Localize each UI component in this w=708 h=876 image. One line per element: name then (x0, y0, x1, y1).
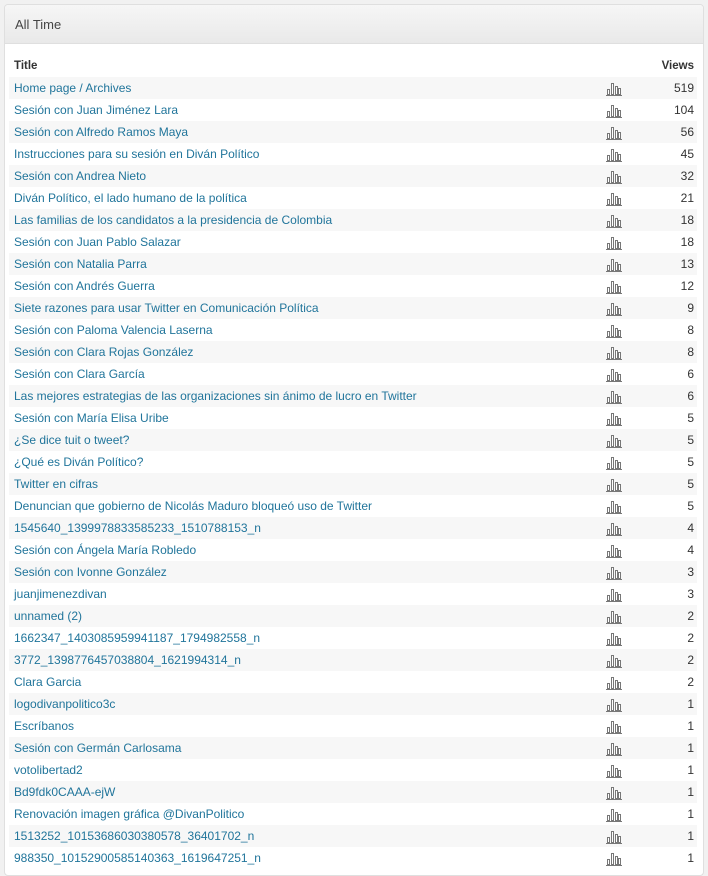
views-count: 1 (687, 697, 694, 711)
views-count: 6 (687, 389, 694, 403)
bar-chart-icon[interactable] (606, 762, 622, 778)
bar-chart-icon[interactable] (606, 542, 622, 558)
post-title-cell (9, 235, 594, 249)
post-title-link[interactable]: Sesión con Clara Rojas González (14, 345, 194, 359)
bar-chart-icon[interactable] (606, 718, 622, 734)
views-count: 1 (687, 851, 694, 865)
chart-cell (594, 278, 634, 294)
bar-chart-icon[interactable] (606, 564, 622, 580)
bar-chart-icon[interactable] (606, 322, 622, 338)
table-row (9, 693, 697, 715)
chart-cell (594, 806, 634, 822)
bar-chart-icon[interactable] (606, 850, 622, 866)
post-title-link[interactable]: Sesión con Clara García (14, 367, 145, 381)
views-count: 18 (680, 213, 694, 227)
bar-chart-icon[interactable] (606, 828, 622, 844)
post-title-link[interactable]: Sesión con Alfredo Ramos Maya (14, 125, 189, 139)
table-row (9, 385, 697, 407)
post-title-cell (9, 543, 594, 557)
table-row (9, 781, 697, 803)
table-row (9, 825, 697, 847)
bar-chart-icon[interactable] (606, 366, 622, 382)
bar-chart-icon[interactable] (606, 674, 622, 690)
bar-chart-icon[interactable] (606, 652, 622, 668)
post-title-cell (9, 367, 594, 381)
bar-chart-icon[interactable] (606, 740, 622, 756)
post-title-cell (9, 807, 594, 821)
views-count: 4 (687, 543, 694, 557)
post-title-link[interactable]: Diván Político, el lado humano de la política (14, 191, 247, 205)
bar-chart-icon[interactable] (606, 630, 622, 646)
chart-cell (594, 674, 634, 690)
chart-cell (594, 564, 634, 580)
post-title-cell (9, 653, 594, 667)
chart-cell (594, 476, 634, 492)
post-title-link[interactable]: Las mejores estrategias de las organizaciones sin ánimo de lucro en Twitter (14, 389, 417, 403)
bar-chart-icon[interactable] (606, 278, 622, 294)
views-count: 8 (687, 323, 694, 337)
chart-cell (594, 718, 634, 734)
views-count: 13 (680, 257, 694, 271)
post-title-cell (9, 279, 594, 293)
views-count: 1 (687, 741, 694, 755)
table-row (9, 451, 697, 473)
bar-chart-icon[interactable] (606, 146, 622, 162)
table-row (9, 803, 697, 825)
views-count: 1 (687, 807, 694, 821)
table-row (9, 737, 697, 759)
post-title-cell (9, 763, 594, 777)
views-count: 519 (673, 81, 694, 95)
table-row (9, 517, 697, 539)
views-count: 1 (687, 719, 694, 733)
panel-header (5, 5, 703, 44)
post-title-cell (9, 521, 594, 535)
chart-cell (594, 322, 634, 338)
views-count: 3 (687, 587, 694, 601)
chart-cell (594, 762, 634, 778)
views-count: 8 (687, 345, 694, 359)
chart-cell (594, 366, 634, 382)
post-title-cell (9, 389, 594, 403)
chart-cell (594, 300, 634, 316)
post-title-link[interactable]: Sesión con María Elisa Uribe (14, 411, 169, 425)
bar-chart-icon[interactable] (606, 454, 622, 470)
views-count: 21 (680, 191, 694, 205)
table-row (9, 429, 697, 451)
views-count: 4 (687, 521, 694, 535)
post-title-link[interactable]: Sesión con Ivonne González (14, 565, 167, 579)
table-row (9, 561, 697, 583)
views-count: 104 (673, 103, 694, 117)
table-row (9, 649, 697, 671)
post-title-cell (9, 587, 594, 601)
bar-chart-icon[interactable] (606, 520, 622, 536)
post-title-link[interactable]: Bd9fdk0CAAA-ejW (14, 785, 116, 799)
bar-chart-icon[interactable] (606, 696, 622, 712)
chart-cell (594, 212, 634, 228)
views-count: 5 (687, 455, 694, 469)
post-title-cell (9, 829, 594, 843)
table-row (9, 297, 697, 319)
bar-chart-icon[interactable] (606, 388, 622, 404)
chart-cell (594, 784, 634, 800)
bar-chart-icon[interactable] (606, 80, 622, 96)
post-title-cell (9, 169, 594, 183)
chart-cell (594, 410, 634, 426)
chart-cell (594, 586, 634, 602)
views-count: 32 (680, 169, 694, 183)
chart-cell (594, 146, 634, 162)
table-row (9, 143, 697, 165)
bar-chart-icon[interactable] (606, 124, 622, 140)
chart-cell (594, 344, 634, 360)
post-title-link[interactable]: Home page / Archives (14, 81, 132, 95)
bar-chart-icon[interactable] (606, 586, 622, 602)
chart-cell (594, 498, 634, 514)
chart-cell (594, 190, 634, 206)
views-count: 56 (680, 125, 694, 139)
table-row (9, 495, 697, 517)
post-title-cell (9, 719, 594, 733)
all-time-panel (4, 4, 704, 876)
post-title-cell (9, 631, 594, 645)
post-title-link[interactable]: Denuncian que gobierno de Nicolás Maduro bloqueó uso de Twitter (14, 499, 373, 513)
post-title-link[interactable]: Sesión con Andrés Guerra (14, 279, 155, 293)
views-count: 5 (687, 411, 694, 425)
chart-cell (594, 234, 634, 250)
post-title-cell (9, 345, 594, 359)
table-row (9, 253, 697, 275)
post-title-link[interactable]: unnamed (2) (14, 609, 83, 623)
views-count: 2 (687, 609, 694, 623)
table-row (9, 231, 697, 253)
post-title-cell (9, 477, 594, 491)
chart-cell (594, 696, 634, 712)
post-title-link[interactable]: 3772_1398776457038804_1621994314_n (14, 653, 241, 667)
bar-chart-icon[interactable] (606, 234, 622, 250)
post-title-cell (9, 301, 594, 315)
post-title-cell (9, 257, 594, 271)
chart-cell (594, 168, 634, 184)
bar-chart-icon[interactable] (606, 256, 622, 272)
post-title-cell (9, 785, 594, 799)
views-count: 1 (687, 829, 694, 843)
chart-cell (594, 740, 634, 756)
post-title-cell (9, 213, 594, 227)
views-count: 3 (687, 565, 694, 579)
table-row (9, 319, 697, 341)
table-row (9, 847, 697, 869)
post-title-cell (9, 697, 594, 711)
post-title-link[interactable]: logodivanpolitico3c (14, 697, 116, 711)
post-title-link[interactable]: 988350_10152900585140363_1619647251_n (14, 851, 261, 865)
table-row (9, 605, 697, 627)
bar-chart-icon[interactable] (606, 212, 622, 228)
bar-chart-icon[interactable] (606, 300, 622, 316)
views-count: 2 (687, 631, 694, 645)
chart-cell (594, 432, 634, 448)
post-title-cell (9, 103, 594, 117)
title-column-header: Title (14, 60, 38, 72)
post-title-link[interactable]: Renovación imagen gráfica @DivanPolitico (14, 807, 245, 821)
post-title-cell (9, 81, 594, 95)
post-title-cell (9, 323, 594, 337)
bar-chart-icon[interactable] (606, 784, 622, 800)
chart-cell (594, 124, 634, 140)
views-count: 9 (687, 301, 694, 315)
bar-chart-icon[interactable] (606, 476, 622, 492)
post-title-link[interactable]: Clara Garcia (14, 675, 82, 689)
bar-chart-icon[interactable] (606, 608, 622, 624)
table-row (9, 473, 697, 495)
table-row (9, 583, 697, 605)
chart-cell (594, 542, 634, 558)
chart-cell (594, 608, 634, 624)
post-title-link[interactable]: votolibertad2 (14, 763, 83, 777)
bar-chart-icon[interactable] (606, 498, 622, 514)
views-count: 5 (687, 433, 694, 447)
chart-cell (594, 630, 634, 646)
table-header (9, 55, 697, 77)
chart-cell (594, 388, 634, 404)
post-title-link[interactable]: 1513252_10153686030380578_36401702_n (14, 829, 255, 843)
post-title-link[interactable]: ¿Se dice tuit o tweet? (14, 433, 130, 447)
bar-chart-icon[interactable] (606, 344, 622, 360)
table-row (9, 627, 697, 649)
table-row (9, 209, 697, 231)
views-count: 1 (687, 785, 694, 799)
post-title-cell (9, 455, 594, 469)
table-row (9, 165, 697, 187)
post-title-link[interactable]: Sesión con Ángela María Robledo (14, 543, 197, 557)
table-row (9, 341, 697, 363)
table-row (9, 99, 697, 121)
table-row (9, 715, 697, 737)
views-count: 1 (687, 763, 694, 777)
post-title-cell (9, 191, 594, 205)
chart-cell (594, 102, 634, 118)
views-count: 2 (687, 675, 694, 689)
chart-cell (594, 256, 634, 272)
bar-chart-icon[interactable] (606, 806, 622, 822)
post-title-cell (9, 565, 594, 579)
post-title-cell (9, 675, 594, 689)
chart-cell (594, 80, 634, 96)
views-count: 18 (680, 235, 694, 249)
views-count: 5 (687, 477, 694, 491)
table-row (9, 759, 697, 781)
table-row (9, 77, 697, 99)
top-posts-table (9, 55, 697, 869)
views-count: 6 (687, 367, 694, 381)
views-count: 5 (687, 499, 694, 513)
views-column-header: Views (661, 60, 694, 72)
post-title-cell (9, 433, 594, 447)
post-title-link[interactable]: Las familias de los candidatos a la presidencia de Colombia (14, 213, 333, 227)
table-row (9, 275, 697, 297)
post-title-cell (9, 125, 594, 139)
table-row (9, 671, 697, 693)
post-title-link[interactable]: Escríbanos (14, 719, 75, 733)
post-title-link[interactable]: Sesión con Juan Pablo Salazar (14, 235, 181, 249)
post-title-link[interactable]: Sesión con Paloma Valencia Laserna (14, 323, 213, 337)
bar-chart-icon[interactable] (606, 102, 622, 118)
post-title-link[interactable]: Sesión con Andrea Nieto (14, 169, 147, 183)
chart-cell (594, 454, 634, 470)
table-body (9, 77, 697, 869)
chart-cell (594, 850, 634, 866)
post-title-link[interactable]: Instrucciones para su sesión en Diván Político (14, 147, 260, 161)
bar-chart-icon[interactable] (606, 410, 622, 426)
panel-title: All Time (15, 16, 62, 32)
views-count: 2 (687, 653, 694, 667)
post-title-cell (9, 851, 594, 865)
post-title-link[interactable]: juanjimenezdivan (14, 587, 107, 601)
table-row (9, 539, 697, 561)
table-row (9, 187, 697, 209)
views-count: 45 (680, 147, 694, 161)
post-title-link[interactable]: ¿Qué es Diván Político? (14, 455, 144, 469)
bar-chart-icon[interactable] (606, 432, 622, 448)
chart-cell (594, 828, 634, 844)
bar-chart-icon[interactable] (606, 168, 622, 184)
post-title-link[interactable]: Twitter en cifras (14, 477, 99, 491)
chart-cell (594, 520, 634, 536)
post-title-link[interactable]: Siete razones para usar Twitter en Comunicación Política (14, 301, 319, 315)
views-count: 12 (680, 279, 694, 293)
post-title-cell (9, 147, 594, 161)
table-row (9, 121, 697, 143)
post-title-cell (9, 741, 594, 755)
post-title-cell (9, 609, 594, 623)
chart-cell (594, 652, 634, 668)
post-title-cell (9, 499, 594, 513)
post-title-link[interactable]: Sesión con Natalia Parra (14, 257, 147, 271)
post-title-link[interactable]: 1662347_1403085959941187_1794982558_n (14, 631, 261, 645)
post-title-link[interactable]: 1545640_1399978833585233_1510788153_n (14, 521, 261, 535)
table-row (9, 407, 697, 429)
post-title-link[interactable]: Sesión con Germán Carlosama (14, 741, 182, 755)
table-row (9, 363, 697, 385)
post-title-cell (9, 411, 594, 425)
bar-chart-icon[interactable] (606, 190, 622, 206)
post-title-link[interactable]: Sesión con Juan Jiménez Lara (14, 103, 179, 117)
